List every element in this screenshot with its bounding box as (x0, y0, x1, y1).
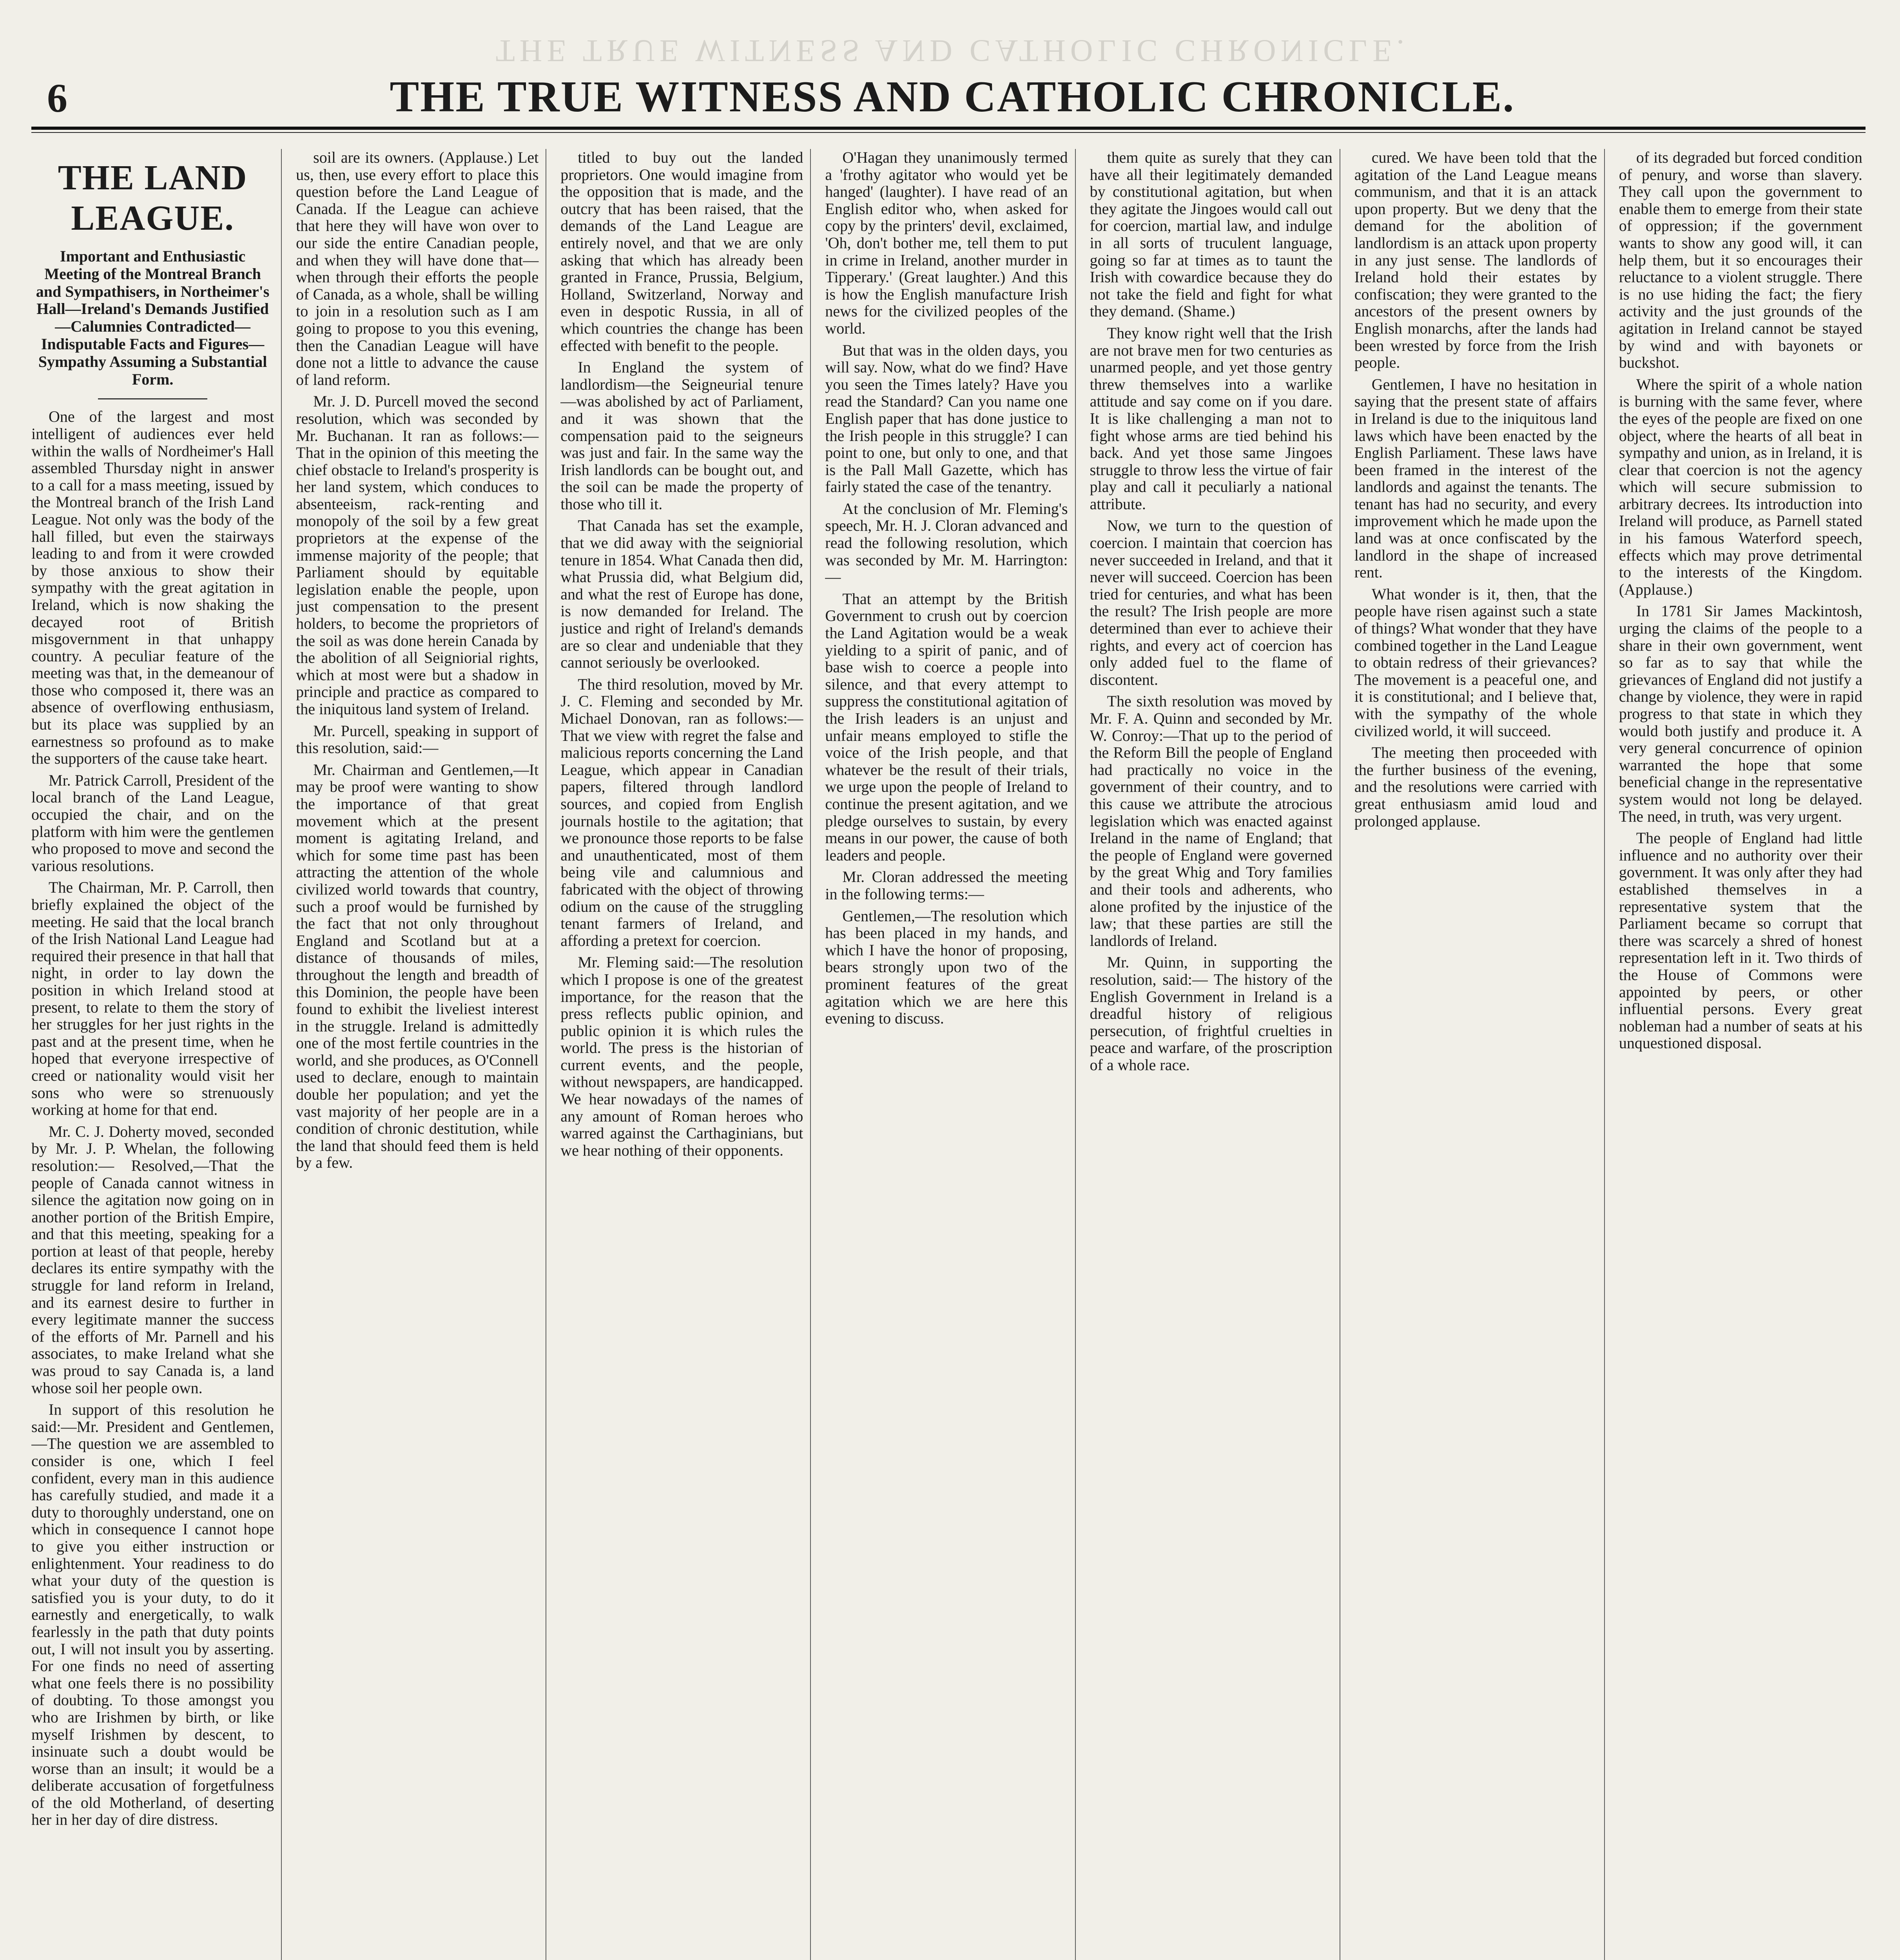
paragraph: In 1781 Sir James Mackintosh, urging the claims of the people to a share in their own government, went so far as to say that while the grievances of England did not justify a change by violence, they were in rapid progress to that state in which they would both justify and produce it. A very general concurrence of opinion warranted the hope that some beneficial change in the representative system would not long be delayed. The need, in truth, was very urgent. (1619, 602, 1862, 825)
paragraph: Mr. Cloran addressed the meeting in the following terms:— (825, 868, 1068, 903)
paragraph: In England the system of landlordism—the Seigneurial tenure—was abolished by act of Parliament, and it was shown that the compensation paid to the seigneurs was just and fair. In the same way the Irish landlords can be bought out, and the soil can be made the property of those who till it. (560, 358, 803, 513)
column-5 (1090, 149, 1340, 1960)
bleed-through-text: THE TRUE WITNESS AND CATHOLIC CHRONICLE. (495, 33, 1409, 68)
column-3 (560, 149, 811, 1960)
column-text (560, 149, 803, 1159)
column-text (1619, 149, 1862, 1052)
masthead-rule (31, 127, 1866, 130)
paragraph: The people of England had little influence and no authority over their government. It was only after they had established themselves in a representative system that the Parliament became so corrupt that there was scarcely a shred of honest representation left in it. Two thirds of the House of Commons were appointed by peers, or other influential persons. Every great nobleman had a number of seats at his unquestioned disposal. (1619, 829, 1862, 1052)
paragraph: cured. We have been told that the agitation of the Land League means communism, and that it is an attack upon property. But we deny that the demand for the abolition of landlordism is an attack upon property in any just sense. The landlords of Ireland hold their estates by confiscation; they were granted to the ancestors of the present owners by English monarchs, after the lands had been wrested by force from the Irish people. (1354, 149, 1597, 372)
paragraph: Mr. Purcell, speaking in support of this resolution, said:— (296, 722, 539, 757)
paragraph: The Chairman, Mr. P. Carroll, then briefly explained the object of the meeting. He said that the local branch of the Irish National Land League had required their presence in that hall that night, in order to lay down the position in which Ireland stood at present, to relate to them the story of her struggles for her just rights in the past and at the present time, when he hoped that everyone irrespective of creed or nationality would visit her sons who were so strenuously working at home for that end. (31, 878, 274, 1119)
masthead-rule-thin (31, 132, 1866, 133)
column-text (31, 408, 274, 1828)
paragraph: of its degraded but forced condition of penury, and worse than slavery. They call upon the government to enable them to emerge from their state of oppression; if the government wants to show any good will, it can help them, but it so encourages their reluctance to a violent struggle. There is no use hiding the fact; the fiery activity and the just grounds of the agitation in Ireland cannot be stayed by wind and with bayonets or buckshot. (1619, 149, 1862, 372)
article-deck: Important and Enthusiastic Meeting of the Montreal Branch and Sympathisers, in Northeimer's Hall—Ireland's Demands Justified—Calumnies Contradicted—Indisputable Facts and Figures—Sympathy Assuming a Substantial Form. (36, 247, 270, 388)
paragraph: Mr. Patrick Carroll, President of the local branch of the Land League, occupied the chair, and on the platform with him were the gentlemen who proposed to move and second the various resolutions. (31, 771, 274, 875)
masthead (31, 69, 1866, 135)
deck-divider (98, 398, 207, 399)
paragraph: But that was in the olden days, you will say. Now, what do we find? Have you seen the Times lately? Have you read the Standard? Can you name one English paper that has done justice to the Irish people in this struggle? I can point to one, but only to one, and that is the Pall Mall Gazette, which has fairly stated the case of the tenantry. (825, 341, 1068, 496)
paragraph: That Canada has set the example, that we did away with the seigniorial tenure in 1854. What Canada then did, what Prussia did, what Belgium did, and what the rest of Europe has done, is now demanded for Ireland. The justice and right of Ireland's demands are so clear and undeniable that they cannot seriously be overlooked. (560, 517, 803, 671)
paragraph: them quite as surely that they can have all their legitimately demanded by constitutional agitation, but when they agitate the Jingoes would call out for coercion, martial law, and indulge in all sorts of truculent language, going so far at times as to taunt the Irish with cowardice because they do not take the field and fight for what they demand. (Shame.) (1090, 149, 1333, 320)
article-headline: THE LAND LEAGUE. (58, 158, 248, 238)
column-text (825, 149, 1068, 1027)
paragraph: The meeting then proceeded with the further business of the evening, and the resolutions were carried with great enthusiasm amid loud and prolonged applause. (1354, 744, 1597, 830)
paragraph: O'Hagan they unanimously termed a 'frothy agitator who would yet be hanged' (laughter). I have read of an English editor who, when asked for copy by the printers' devil, exclaimed, 'Oh, don't bother me, tell them to put in crime in Ireland, another murder in Tipperary.' (Great laughter.) And this is how the English manufacture Irish news for the civilized peoples of the world. (825, 149, 1068, 337)
paragraph: Gentlemen, I have no hesitation in saying that the present state of affairs in Ireland is due to the iniquitous land laws which have been enacted by the English Parliament. These laws have been framed in the interest of the landlords and against the tenants. The tenant has had no security, and every improvement which he made upon the land was at once confiscated by the landlord in the shape of increased rent. (1354, 375, 1597, 581)
paragraph: Mr. J. D. Purcell moved the second resolution, which was seconded by Mr. Buchanan. It ran as follows:—That in the opinion of this meeting the chief obstacle to Ireland's prosperity is her land system, which conduces to absenteeism, rack-renting and monopoly of the soil by a few great proprietors at the expense of the immense majority of the people; that Parliament should by equitable legislation enable the people, upon just compensation to the present holders, to become the proprietors of the soil as was done herein Canada by the abolition of all Seigniorial rights, which at most were but a shadow in principle and practice as compared to the iniquitous land system of Ireland. (296, 392, 539, 718)
column-6 (1354, 149, 1605, 1960)
paragraph: Mr. Chairman and Gentlemen,—It may be proof were wanting to show the importance of that great movement which at the present moment is agitating Ireland, and which for some time past has been attracting the attention of the whole civilized world towards that country, such a proof would be furnished by the fact that not only throughout England and Scotland but at a distance of thousands of miles, throughout the length and breadth of this Dominion, the people have been found to exhibit the liveliest interest in the struggle. Ireland is admittedly one of the most fertile countries in the world, and she produces, as O'Connell used to declare, enough to maintain double her population; and yet the vast majority of her people are in a condition of chronic destitution, while the land that should feed them is held by a few. (296, 760, 539, 1172)
paragraph: soil are its owners. (Applause.) Let us, then, use every effort to place this question before the Land League of Canada. If the League can achieve that here they will have won over to our side the entire Canadian people, and when they will have done that—when through their efforts the people of Canada, as a whole, shall be willing to join in a resolution such as I am going to propose to you this evening, then the Canadian League will have done not a little to advance the cause of land reform. (296, 149, 539, 388)
paragraph: Mr. C. J. Doherty moved, seconded by Mr. J. P. Whelan, the following resolution:— Resolved,—That the people of Canada cannot witness in silence the agitation now going on in another portion of the British Empire, and that this meeting, speaking for a portion at least of that people, hereby declares its entire sympathy with the struggle for land reform in Ireland, and its earnest desire to further in every legitimate manner the success of the efforts of Mr. Parnell and his associates, to make Ireland what she was proud to say Canada is, a land whose soil her people own. (31, 1122, 274, 1397)
paragraph: The sixth resolution was moved by Mr. F. A. Quinn and seconded by Mr. W. Conroy:—That up to the period of the Reform Bill the people of England had practically no voice in the government of their country, and to this cause we attribute the atrocious legislation which was enacted against Ireland in the name of England; that the people of England were governed by the great Whig and Tory families and their tools and adherents, who alone profited by the injustice of the law; that these parties are still the landlords of Ireland. (1090, 692, 1333, 949)
paragraph: Mr. Fleming said:—The resolution which I propose is one of the greatest importance, for the reason that the press reflects public opinion, and public opinion it is which rules the world. The press is the historian of current events, and the people, without newspapers, are handicapped. We hear nowadays of the names of any amount of Roman heroes who warred against the Carthaginians, but we hear nothing of their opponents. (560, 953, 803, 1159)
column-text (1090, 149, 1333, 1073)
paragraph: In support of this resolution he said:—Mr. President and Gentlemen,—The question we are assembled to consider is one, which I feel confident, every man in this audience has carefully studied, and made it a duty to thoroughly understand, one on which in consequence I cannot hope to give you either instruction or enlightenment. Your readiness to do what your duty of the question is satisfied you is your duty, to do it earnestly and energetically, to walk fearlessly in the path that duty points out, I will not insult you by asserting. For one finds no need of asserting what one feels there is no possibility of doubting. To those amongst you who are Irishmen by birth, or like myself Irishmen by descent, to insinuate such a doubt would be worse than an insult; it would be a deliberate accusation of forgetfulness of the old Motherland, of deserting her in her day of dire distress. (31, 1401, 274, 1829)
paragraph: At the conclusion of Mr. Fleming's speech, Mr. H. J. Cloran advanced and read the following resolution, which was seconded by Mr. M. Harrington:— (825, 499, 1068, 586)
paragraph: titled to buy out the landed proprietors. One would imagine from the opposition that is made, and the outcry that has been raised, that the demands of the Land League are entirely novel, and that we are only asking that which has already been granted in France, Prussia, Belgium, Holland, Switzerland, Norway and even in despotic Russia, in all of which countries the change has been effected with benefit to the people. (560, 149, 803, 354)
paragraph: Where the spirit of a whole nation is burning with the same fever, where the eyes of the people are fixed on one object, where the hearts of all beat in sympathy and union, as in Ireland, it is clear that coercion is not the agency which will secure submission to arbitrary decrees. Its introduction into Ireland will produce, as Parnell stated in his famous Waterford speech, effects which may prove detrimental to the interests of the Kingdom. (Applause.) (1619, 375, 1862, 598)
column-1 (31, 149, 282, 1960)
paragraph: Mr. Quinn, in supporting the resolution, said:— The history of the English Government in Ireland is a dreadful history of religious persecution, of frightful cruelties in peace and warfare, of the proscription of a whole race. (1090, 953, 1333, 1074)
paragraph: That an attempt by the British Government to crush out by coercion the Land Agitation would be a weak yielding to a spirit of panic, and of base wish to coerce a people into silence, and that every attempt to suppress the constitutional agitation of the Irish leaders is an unjust and unfair means employed to stifle the voice of the Irish people, and that whatever be the result of their trials, we urge upon the people of Ireland to continue the present agitation, and we pledge ourselves to sustain, by every means in our power, the cause of both leaders and people. (825, 590, 1068, 864)
page-number: 6 (47, 76, 67, 121)
column-4 (825, 149, 1075, 1960)
column-7 (1619, 149, 1869, 1960)
column-text (296, 149, 538, 1171)
column-2 (296, 149, 546, 1960)
paragraph: What wonder is it, then, that the people have risen against such a state of things? What wonder that they have combined together in the Land League to obtain redress of their grievances? The movement is a peaceful one, and it is constitutional; and I believe that, with the sympathy of the whole civilized world, it will succeed. (1354, 585, 1597, 740)
paragraph: Gentlemen,—The resolution which has been placed in my hands, and which I have the honor of proposing, bears strongly upon two of the prominent features of the great agitation which we are here this evening to discuss. (825, 907, 1068, 1027)
paragraph: One of the largest and most intelligent of audiences ever held within the walls of Nordheimer's Hall assembled Thursday night in answer to a call for a mass meeting, issued by the Montreal branch of the Irish Land League. Not only was the body of the hall filled, but even the stairways leading to and from it were crowded by those anxious to show their sympathy with the great agitation in Ireland, which is now shaking the decayed root of British misgovernment in that unhappy country. A peculiar feature of the meeting was that, in the demeanour of those who composed it, there was an absence of overflowing enthusiasm, but its place was supplied by an earnestness so profound as to make the supporters of the cause take heart. (31, 408, 274, 768)
article-columns (31, 149, 1869, 1960)
paper-title: THE TRUE WITNESS AND CATHOLIC CHRONICLE. (390, 73, 1515, 121)
paragraph: They know right well that the Irish are not brave men for two centuries as unarmed people, and yet those gentry threw themselves into a warlike attitude and say come on if you dare. It is like challenging a man not to fight whose arms are tied behind his back. And yet those same Jingoes struggle to throw less the virtue of fair play and call it peculiarly a national attribute. (1090, 324, 1333, 513)
paragraph: The third resolution, moved by Mr. J. C. Fleming and seconded by Mr. Michael Donovan, ran as follows:—That we view with regret the false and malicious reports concerning the Land League, which appear in Canadian papers, filtered through landlord sources, and copied from English journals hostile to the agitation; that we pronounce those reports to be false and unauthenticated, most of them being vile and calumnious and fabricated with the object of throwing odium on the cause of the struggling tenant farmers of Ireland, and affording a pretext for coercion. (560, 675, 803, 949)
column-text (1354, 149, 1597, 829)
paragraph: Now, we turn to the question of coercion. I maintain that coercion has never succeeded in Ireland, and that it never will succeed. Coercion has been tried for centuries, and what has been the result? The Irish people are more determined than ever to achieve their rights, and every act of coercion has only added fuel to the flame of discontent. (1090, 517, 1333, 688)
